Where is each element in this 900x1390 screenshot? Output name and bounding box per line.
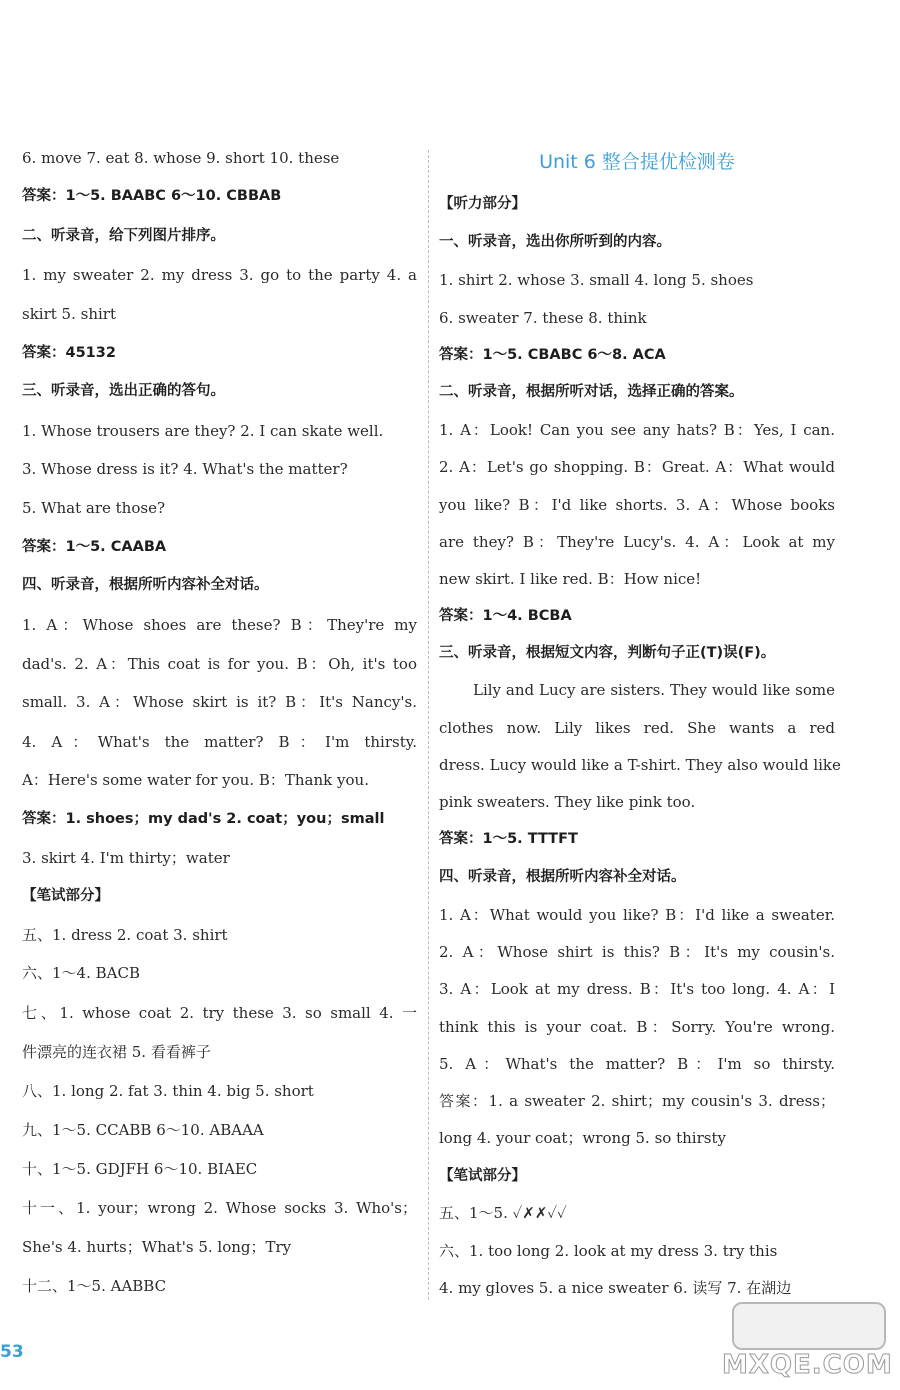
left-text-line: 件漂亮的连衣裙 5. 看看裤子 — [22, 1043, 211, 1061]
right-text-line: you like? B：I'd like shorts. 3. A：Whose books — [439, 496, 835, 514]
right-text-line: clothes now. Lily likes red. She wants a red — [439, 719, 835, 737]
column-divider — [428, 150, 429, 1300]
left-text-line: dad's. 2. A：This coat is for you. B：Oh, it's too — [22, 655, 417, 673]
left-text-line: 三、听录音，选出正确的答句。 — [22, 383, 225, 399]
left-text-line: 二、听录音，给下列图片排序。 — [22, 228, 225, 244]
left-text-line: 5. What are those? — [22, 499, 165, 517]
right-text-line: 4. my gloves 5. a nice sweater 6. 读写 7. 在湖边 — [439, 1279, 792, 1297]
left-text-line: 七、1. whose coat 2. try these 3. so small 4. 一 — [22, 1004, 417, 1022]
right-text-line: 1. shirt 2. whose 3. small 4. long 5. shoes — [439, 271, 754, 289]
right-text-line: 一、听录音，选出你所听到的内容。 — [439, 234, 671, 250]
right-text-line: 2. A：Whose shirt is this? B：It's my cousin's. — [439, 943, 835, 961]
left-text-line: She's 4. hurts；What's 5. long；Try — [22, 1238, 292, 1256]
right-text-line: Lily and Lucy are sisters. They would like some — [473, 681, 835, 699]
right-text-line: 5. A：What's the matter? B：I'm so thirsty. — [439, 1055, 835, 1073]
watermark-logo — [722, 1302, 892, 1382]
right-text-line: 二、听录音，根据所听对话，选择正确的答案。 — [439, 384, 744, 400]
left-text-line: 十、1～5. GDJFH 6～10. BIAEC — [22, 1160, 258, 1178]
right-text-line: long 4. your coat；wrong 5. so thirsty — [439, 1129, 726, 1147]
left-text-line: skirt 5. shirt — [22, 305, 116, 323]
right-text-line: think this is your coat. B：Sorry. You're wrong. — [439, 1018, 835, 1036]
left-text-line: 3. Whose dress is it? 4. What's the matter? — [22, 460, 348, 478]
left-text-line: small. 3. A：Whose skirt is it? B：It's Nancy's. — [22, 693, 417, 711]
right-text-line: 6. sweater 7. these 8. think — [439, 309, 647, 327]
left-text-line: 3. skirt 4. I'm thirty；water — [22, 849, 230, 867]
right-text-line: 六、1. too long 2. look at my dress 3. try this — [439, 1242, 778, 1260]
left-text-line: 五、1. dress 2. coat 3. shirt — [22, 926, 228, 944]
left-text-line: 1. A：Whose shoes are these? B：They're my — [22, 616, 417, 634]
right-text-line: pink sweaters. They like pink too. — [439, 793, 696, 811]
watermark-badge-icon — [732, 1302, 886, 1350]
left-text-line: 【笔试部分】 — [22, 888, 109, 904]
unit-title: Unit 6 整合提优检测卷 — [539, 151, 735, 173]
right-text-line: 四、听录音，根据所听内容补全对话。 — [439, 869, 686, 885]
left-text-line: 答案：1～5. CAABA — [22, 539, 167, 555]
left-text-line: 4. A：What's the matter? B：I'm thirsty. — [22, 733, 417, 751]
right-text-line: are they? B：They're Lucy's. 4. A：Look at my — [439, 533, 835, 551]
left-text-line: 四、听录音，根据所听内容补全对话。 — [22, 577, 269, 593]
left-text-line: 1. my sweater 2. my dress 3. go to the party 4. a — [22, 266, 417, 284]
left-text-line: 1. Whose trousers are they? 2. I can skate well. — [22, 422, 384, 440]
right-text-line: 五、1～5. ✓✗✗✓✓ — [439, 1204, 567, 1222]
left-text-line: 答案：45132 — [22, 345, 116, 361]
right-text-line: 【听力部分】 — [439, 196, 526, 212]
right-text-line: 答案：1～4. BCBA — [439, 608, 572, 624]
right-text-line: 3. A：Look at my dress. B：It's too long. 4. A：I — [439, 980, 835, 998]
left-text-line: 八、1. long 2. fat 3. thin 4. big 5. short — [22, 1082, 314, 1100]
left-text-line: 六、1～4. BACB — [22, 964, 140, 982]
right-text-line: 答案：1～5. CBABC 6～8. ACA — [439, 347, 666, 363]
right-text-line: new skirt. I like red. B：How nice! — [439, 570, 702, 588]
right-text-line: dress. Lucy would like a T-shirt. They also would like — [439, 756, 841, 774]
left-text-line: 答案：1～5. BAABC 6～10. CBBAB — [22, 188, 282, 204]
right-text-line: 答案：1. a sweater 2. shirt；my cousin's 3. dress； — [439, 1092, 835, 1110]
left-text-line: A：Here's some water for you. B：Thank you. — [22, 771, 369, 789]
right-text-line: 2. A：Let's go shopping. B：Great. A：What would — [439, 458, 835, 476]
right-text-line: 【笔试部分】 — [439, 1168, 526, 1184]
left-text-line: 九、1～5. CCABB 6～10. ABAAA — [22, 1121, 264, 1139]
left-text-line: 十一、1. your；wrong 2. Whose socks 3. Who's； — [22, 1199, 417, 1217]
right-text-line: 答案：1～5. TTTFT — [439, 831, 578, 847]
right-text-line: 1. A：Look! Can you see any hats? B：Yes, I can. — [439, 421, 835, 439]
right-text-line: 三、听录音，根据短文内容，判断句子正(T)误(F)。 — [439, 645, 776, 661]
left-text-line: 6. move 7. eat 8. whose 9. short 10. these — [22, 149, 340, 167]
right-text-line: 1. A：What would you like? B：I'd like a sweater. — [439, 906, 835, 924]
watermark-text: MXQE.COM — [722, 1350, 893, 1380]
page-number: 53 — [0, 1342, 24, 1362]
left-text-line: 答案：1. shoes；my dad's 2. coat；you；small — [22, 811, 385, 827]
left-text-line: 十二、1～5. AABBC — [22, 1277, 167, 1295]
